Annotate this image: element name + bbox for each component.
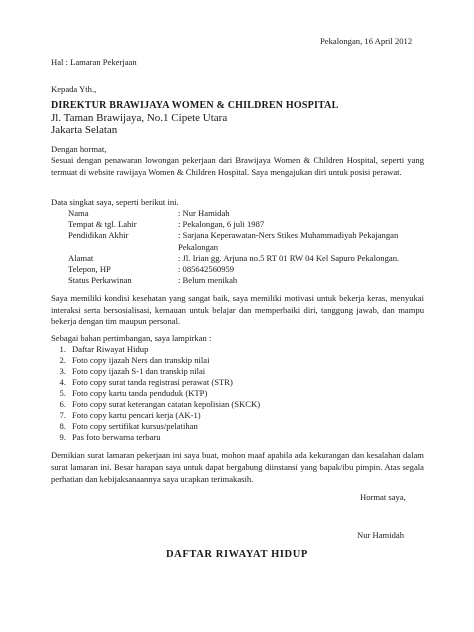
- intro-paragraph: Sesuai dengan penawaran lowongan pekerjaan dari Brawijaya Women & Children Hospital, seperti yang termuat di website rawijaya Women & Children Hospital. Saya mengajukan diri untuk posisi perawat.: [51, 155, 424, 177]
- attachments-intro: Sebagai bahan pertimbangan, saya lampirkan :: [51, 333, 212, 343]
- recipient-name: DIREKTUR BRAWIJAYA WOMEN & CHILDREN HOSPITAL: [51, 100, 339, 111]
- salutation-to: Kepada Yth.,: [51, 84, 97, 94]
- personal-value: : Nur Hamidah: [178, 208, 230, 218]
- qualities-paragraph: Saya memiliki kondisi kesehatan yang sangat baik, saya memiliki motivasi untuk bekerja keras, menyukai interaksi serta bersosialisasi, kemauan untuk belajar dan memperbaiki diri, tanggung jawab, dan mampu bekerja dengan tim maupun personal.: [51, 293, 424, 327]
- personal-label: Status Perkawinan: [68, 275, 132, 285]
- signature-name: Nur Hamidah: [357, 530, 405, 540]
- personal-label: Telepon, HP: [68, 264, 111, 274]
- personal-value: : Jl. Irian gg. Arjuna no.5 RT 01 RW 04 Kel Sapuro Pekalongan.: [178, 253, 400, 263]
- greeting: Dengan hormat,: [51, 144, 107, 154]
- closing-paragraph: Demikian surat lamaran pekerjaan ini saya buat, mohon maaf apabila ada kekurangan dan kesalahan dalam surat lamaran ini. Besar harapan saya untuk dapat bergabung diinstansi yang bapak/ibu pimpin. Atas segala perhatian dan kebijaksanaannya saya ucapkan terimakasih.: [51, 450, 424, 484]
- personal-label: Alamat: [68, 253, 94, 263]
- sign-off: Hormat saya,: [360, 492, 406, 502]
- personal-value: : Sarjana Keperawatan-Ners Stikes Muhammadiyah Pekajangan Pekalongan: [178, 230, 399, 252]
- personal-label: Pendidikan Akhir: [68, 230, 129, 240]
- personal-label: Tempat & tgl. Lahir: [68, 219, 137, 229]
- personal-value: : Belum menikah: [178, 275, 238, 285]
- personal-value: : 085642560959: [178, 264, 235, 274]
- data-intro: Data singkat saya, seperti berikut ini.: [51, 197, 179, 207]
- personal-label: Nama: [68, 208, 89, 218]
- place-date: Pekalongan, 16 April 2012: [320, 36, 413, 46]
- recipient-address-1: Jl. Taman Brawijaya, No.1 Cipete Utara: [51, 112, 228, 124]
- cv-heading: DAFTAR RIWAYAT HIDUP: [166, 549, 308, 560]
- personal-value: : Pekalongan, 6 juli 1987: [178, 219, 265, 229]
- subject-line: Hal : Lamaran Pekerjaan: [51, 57, 137, 67]
- recipient-address-2: Jakarta Selatan: [51, 124, 118, 136]
